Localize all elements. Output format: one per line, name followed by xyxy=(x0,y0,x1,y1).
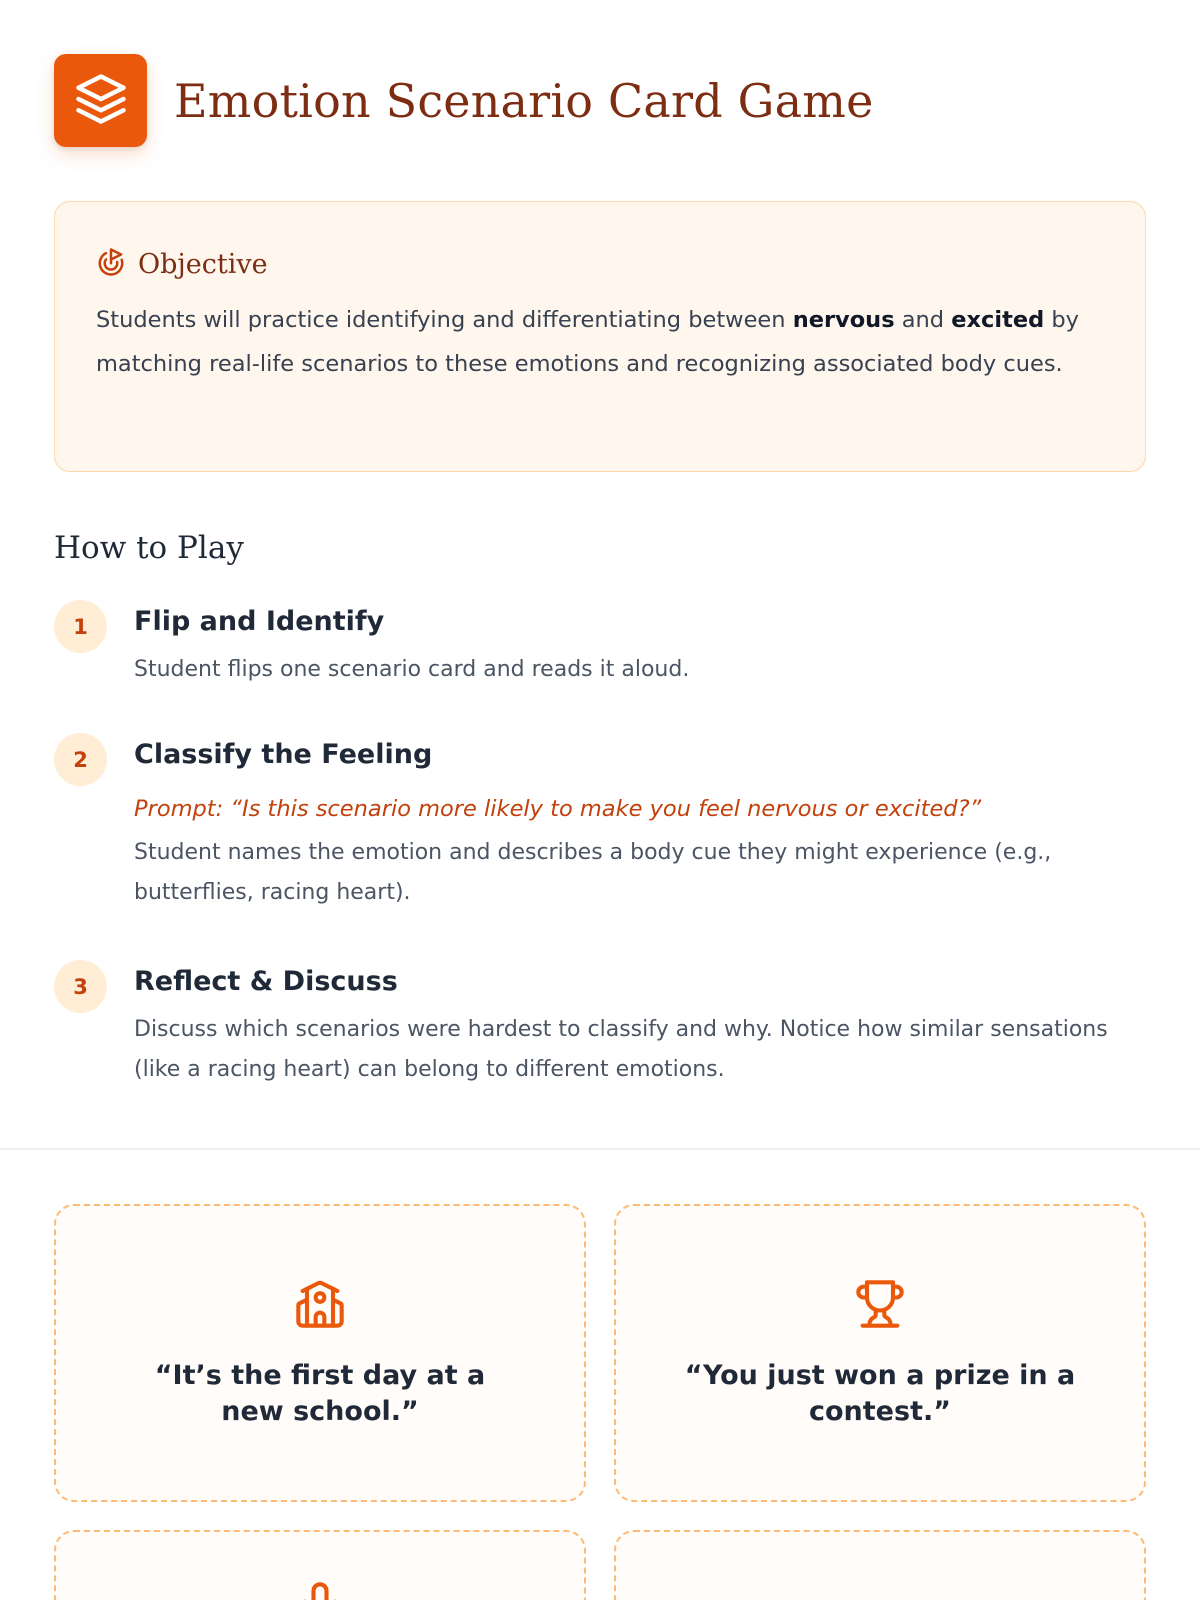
page-title: Emotion Scenario Card Game xyxy=(174,73,874,128)
scenario-text: “It’s the first day at a new school.” xyxy=(154,1360,486,1427)
microphone-icon xyxy=(294,1580,346,1600)
scenario-card[interactable] xyxy=(614,1530,1146,1600)
step-description: Student names the emotion and describes a body cue they might experience (e.g., butterflies, racing heart). xyxy=(134,840,1052,905)
app-logo xyxy=(54,54,147,147)
how-to-play-heading: How to Play xyxy=(54,530,244,566)
objective-text-part: and xyxy=(894,307,952,333)
school-icon xyxy=(294,1278,346,1330)
target-arrow-icon xyxy=(96,247,126,281)
step-title: Classify the Feeling xyxy=(134,739,433,770)
step-number: 3 xyxy=(54,960,107,1013)
objective-text-part: Students will practice identifying and differentiating between xyxy=(96,307,793,333)
step-body xyxy=(134,733,1144,913)
step-description: Student flips one scenario card and reads it aloud. xyxy=(134,657,690,682)
step-number: 2 xyxy=(54,733,107,786)
scenario-card[interactable] xyxy=(54,1204,586,1502)
scenario-card[interactable] xyxy=(54,1530,586,1600)
step-number: 1 xyxy=(54,600,107,653)
step-prompt: Prompt: “Is this scenario more likely to make you feel nervous or excited?” xyxy=(134,796,982,822)
objective-text xyxy=(96,298,1105,386)
step-description: Discuss which scenarios were hardest to classify and why. Notice how similar sensations (like a racing heart) can belong to different emotions. xyxy=(134,1017,1108,1082)
objective-header xyxy=(96,244,1105,284)
step-body xyxy=(134,960,1144,1090)
page-header xyxy=(54,54,874,147)
emotion-nervous: nervous xyxy=(792,307,895,333)
layers-icon xyxy=(74,72,128,130)
step-body xyxy=(134,600,1144,690)
scenario-card[interactable] xyxy=(614,1204,1146,1502)
scenario-text: “You just won a prize in a contest.” xyxy=(684,1360,1076,1427)
objective-text-part: by matching real-life scenarios to these emotions and recognizing associated body cues. xyxy=(96,307,1079,377)
step-title: Flip and Identify xyxy=(134,606,385,637)
objective-heading: Objective xyxy=(138,248,268,280)
objective-panel xyxy=(54,201,1146,472)
emotion-excited: excited xyxy=(951,307,1045,333)
trophy-icon xyxy=(854,1278,906,1330)
section-divider xyxy=(0,1148,1200,1150)
step-title: Reflect & Discuss xyxy=(134,966,398,997)
